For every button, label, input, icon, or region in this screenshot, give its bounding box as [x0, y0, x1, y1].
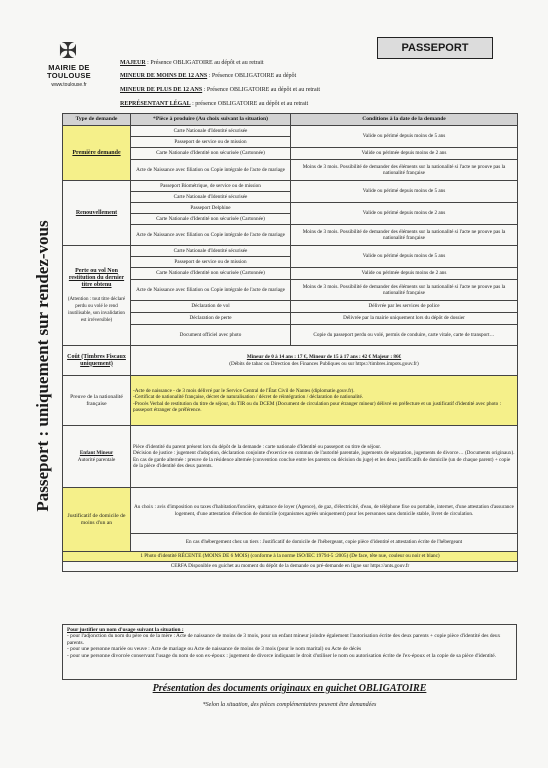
- nom-usage-line: - pour l'adjonction du nom du père ou de la mère : Acte de naissance de moins de 3 mois, pour un enfant mineur joindre également l'autorisation écrite des deux parents + copie pièce d'identité des deux parents.: [67, 633, 501, 646]
- table-row: [63, 160, 518, 181]
- passeport-badge: PASSEPORT: [377, 37, 493, 59]
- table-row: [63, 313, 518, 325]
- type-cell: Coût (Timbres Fiscaux uniquement): [63, 346, 131, 376]
- table-row: [63, 325, 518, 346]
- domicile-cell: Au choix : avis d'imposition ou taxes d'habitation/foncière, quittance de loyer (Agence), de gaz, d'électricité, d'eau, de téléphone fixe ou portable, internet, d'une attestation d'assurance logement, d'une attestation d'élection de domicile (organismes agréés uniquement) pour les personnes sans domicile stable, livret de circulation.: [131, 488, 518, 534]
- condition-cell: Délivrée par la mairie uniquement lors du dépôt de dossier: [291, 313, 518, 325]
- column-header: Type de demande: [63, 114, 131, 126]
- type-cell: Première demande: [63, 126, 131, 181]
- cerfa-cell: CERFA Disponible en guichet au moment du dépôt de la demande ou pré-demande en ligne sur https://ants.gouv.fr: [63, 562, 518, 572]
- piece-cell: Acte de Naissance avec filiation ou Copie intégrale de l'acte de mariage: [131, 225, 291, 246]
- table-row: [63, 181, 518, 192]
- nom-usage-title: Pour justifier un nom d'usage suivant la situation :: [67, 627, 184, 633]
- type-cell: [63, 426, 131, 488]
- condition-cell: Moins de 3 mois. Possibilité de demander des éléments sur la nationalité si l'acte ne prouve pas la nationalité française: [291, 280, 518, 301]
- table-row: [63, 126, 518, 137]
- mairie-logo: [38, 40, 100, 92]
- nom-usage-box: [62, 624, 517, 680]
- mineur-line: Pièce d'identité du parent présent lors du dépôt de la demande : carte nationale d'Identité ou passeport ou titre de séjour.: [133, 444, 382, 451]
- table-row: [63, 225, 518, 246]
- condition-cell: Valide ou périmé depuis moins de 2 ans: [291, 203, 518, 225]
- condition-cell: Valide ou périmé depuis moins de 5 ans: [291, 181, 518, 203]
- logo-title: MAIRIE DE TOULOUSE: [47, 63, 91, 80]
- table-row: [63, 203, 518, 214]
- requirements-table: [62, 113, 518, 572]
- piece-cell: Passeport de service ou de mission: [131, 137, 291, 148]
- cout-where: (Débits de tabac ou Direction des Finances Publiques ou sur https://timbres.impots.gouv.fr): [229, 360, 419, 367]
- table-row: [63, 268, 518, 280]
- side-title: Passeport : uniquement sur rendez-vous: [33, 220, 52, 512]
- perte-label: Perte ou vol Non restitution du dernier titre obtenu: [68, 267, 125, 288]
- presentation-title: Présentation des documents originaux en guichet OBLIGATOIRE: [152, 683, 427, 694]
- table-row: [63, 301, 518, 313]
- condition-cell: Copie du passeport perdu ou volé, permis de conduire, carte vitale, carte de transport…: [291, 325, 518, 346]
- column-header: Conditions à la date de la demande: [291, 114, 518, 126]
- piece-cell: Acte de Naissance avec filiation ou Copie intégrale de l'acte de mariage: [131, 280, 291, 301]
- preuve-line: -Acte de naissance - de 3 mois délivré par le Service Central de l'État Civil de Nantes (diplomatie.gouv.fr).: [133, 388, 355, 395]
- cout-prices: Mineur de 0 à 14 ans : 17 €, Mineur de 15 à 17 ans : 42 € Majeur : 86€: [246, 354, 402, 361]
- presence-line: MAJEUR : Présence OBLIGATOIRE au dépôt et au retrait: [120, 60, 264, 66]
- type-cell: Justificatif de domicile de moins d'un an: [63, 488, 131, 552]
- piece-cell: Passeport de service ou de mission: [131, 257, 291, 268]
- piece-cell: Déclaration de vol: [131, 301, 291, 313]
- mineur-label: Enfant Mineur: [79, 450, 114, 457]
- occitan-cross-icon: ✠: [58, 38, 78, 63]
- piece-cell: Passeport Delphine: [131, 203, 291, 214]
- table-row: [63, 488, 518, 534]
- table-row: [63, 148, 518, 160]
- condition-cell: Valide ou périmé depuis moins de 5 ans: [291, 126, 518, 148]
- nom-usage-line: - pour une personne divorcée conservant l'usage du nom de son ex-époux : jugement de divorce indiquant le droit d'utiliser le nom ou autorisation écrite de l'ex-époux et la copie de sa pièce d'identité.: [67, 652, 497, 659]
- table-row: [63, 346, 518, 376]
- piece-cell: Carte Nationale d'Identité non sécurisée (Cartonnée): [131, 268, 291, 280]
- mineur-line: Décision de justice : jugement d'adoption, déclaration conjointe d'exercice en commun de l'autorité parentale, jugements de séparation, jugements de divorce… (Documents originaux).: [133, 450, 515, 457]
- condition-cell: Valide ou périmé depuis moins de 5 ans: [291, 246, 518, 268]
- condition-cell: Délivrée par les services de police: [291, 301, 518, 313]
- photo-cell: 1 Photo d'identité RÉCENTE (MOINS DE 6 MOIS) (conforme à la norme ISO/IEC 19794-5 :2005) (De face, tête nue, couleur ou noir et blanc): [63, 552, 518, 562]
- table-row: [63, 376, 518, 426]
- preuve-cell: [131, 376, 518, 426]
- piece-cell: Carte Nationale d'Identité sécurisée: [131, 192, 291, 203]
- piece-cell: Document officiel avec photo: [131, 325, 291, 346]
- table-row: [63, 246, 518, 257]
- table-row: [63, 534, 518, 552]
- piece-cell: Carte Nationale d'Identité non sécurisée (Cartonnée): [131, 214, 291, 225]
- condition-cell: Valide ou périmée depuis moins de 2 ans: [291, 148, 518, 160]
- table-header-row: [63, 114, 518, 126]
- type-cell: Preuve de la nationalité française: [63, 376, 131, 426]
- mineur-line: En cas de garde alternée : preuve de la résidence alternée (convention conclue entre les parents ou décision du juge) et les deux justificatifs de domicile (un de chaque parent) + copie de la pièce d'identité des deux parents.: [133, 456, 511, 469]
- piece-cell: Carte Nationale d'Identité non sécurisée (Cartonnée): [131, 148, 291, 160]
- preuve-line: -Certificat de nationalité française, décret de naturalisation / décret de réintégration / déclaration de nationalité.: [133, 394, 364, 401]
- table-row: [63, 426, 518, 488]
- piece-cell: Carte Nationale d'Identité sécurisée: [131, 246, 291, 257]
- preuve-line: -Procès Verbal de restitution du titre de séjour, du TIR ou du DCEM (Document de circulation pour étranger mineur) délivré en préfecture et un justificatif d'identité avec photo : passeport étranger de préférence.: [133, 400, 502, 413]
- column-header: *Pièce à produire (Au choix suivant la situation): [131, 114, 291, 126]
- perte-note: (Attention : tout titre déclaré perdu ou volé le rend inutilisable, son invalidation est irréversible): [67, 296, 126, 323]
- logo-url: www.toulouse.fr: [51, 82, 87, 88]
- condition-cell: Valide ou périmée depuis moins de 2 ans: [291, 268, 518, 280]
- piece-cell: Carte Nationale d'Identité sécurisée: [131, 126, 291, 137]
- piece-cell: Passeport Biométrique, de service ou de mission: [131, 181, 291, 192]
- presence-line: MINEUR DE MOINS DE 12 ANS : Présence OBLIGATOIRE au dépôt: [120, 73, 297, 79]
- type-cell: [63, 246, 131, 346]
- presence-line: MINEUR DE PLUS DE 12 ANS : Présence OBLIGATOIRE au dépôt et au retrait: [120, 87, 321, 93]
- condition-cell: Moins de 3 mois. Possibilité de demander des éléments sur la nationalité si l'acte ne prouve pas la nationalité française: [291, 225, 518, 246]
- table-row: [63, 552, 518, 562]
- piece-cell: Acte de Naissance avec filiation ou Copie intégrale de l'acte de mariage: [131, 160, 291, 181]
- mineur-cell: [131, 426, 518, 488]
- presence-line: REPRÉSENTANT LÉGAL : présence OBLIGATOIRE au dépôt et au retrait: [120, 101, 309, 107]
- cout-cell: [131, 346, 518, 376]
- type-cell: Renouvellement: [63, 181, 131, 246]
- table-row: [63, 562, 518, 572]
- nom-usage-line: - pour une personne mariée ou veuve : Acte de mariage ou Acte de naissance de moins de 3 mois (pour le nom marital) ou Acte de décès: [67, 646, 362, 653]
- domicile-cell: En cas d'hébergement chez un tiers : Justificatif de domicile de l'hébergeant, copie pièce d'identité et attestation écrite de l'hébergeant: [131, 534, 518, 552]
- table-row: [63, 280, 518, 301]
- mineur-sub: Autorité parentale: [77, 456, 116, 463]
- piece-cell: Déclaration de perte: [131, 313, 291, 325]
- selon-note: *Selon la situation, des pièces complémentaires peuvent être demandées: [202, 702, 377, 708]
- condition-cell: Moins de 3 mois. Possibilité de demander des éléments sur la nationalité si l'acte ne prouve pas la nationalité française: [291, 160, 518, 181]
